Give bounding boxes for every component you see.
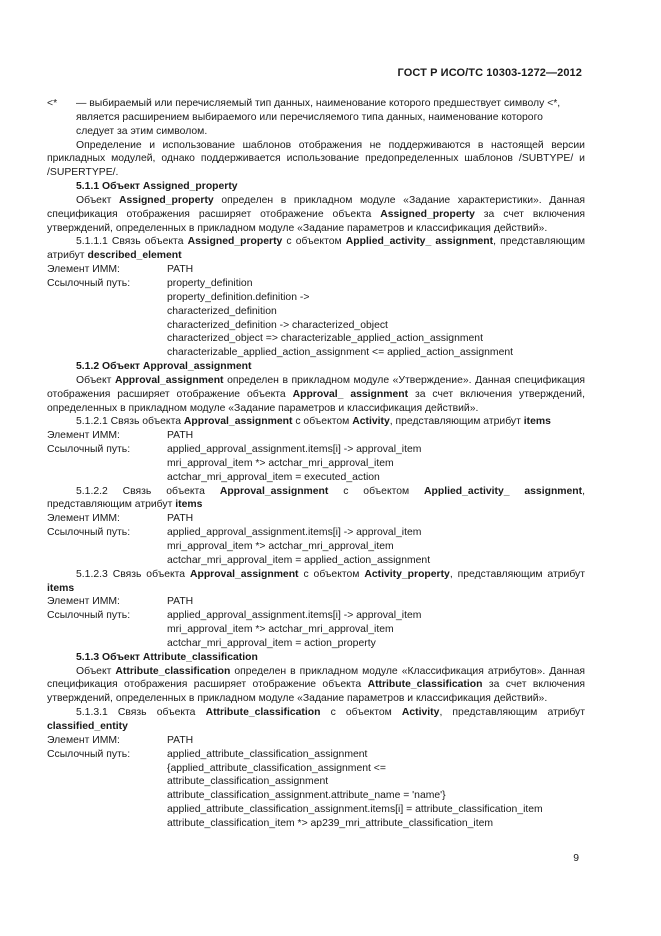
path-line: {applied_attribute_classification_assignment <= <box>167 762 386 774</box>
legend-text-cont: является расширением выбираемого или перечисляемого типа данных, наименование которого <box>76 111 543 123</box>
legend-text: — выбираемый или перечисляемый тип данных, наименование которого предшествует символу <*, <box>76 98 561 109</box>
path-line: characterized_object => characterizable_applied_action_assignment <box>167 333 483 345</box>
path-line: actchar_mri_approval_item = executed_action <box>167 471 380 483</box>
path-line: characterized_definition -> characterized_object <box>167 319 388 331</box>
path-line: mri_approval_item *> actchar_mri_approval_item <box>167 624 394 636</box>
path-line: actchar_mri_approval_item = applied_action_assignment <box>167 554 431 566</box>
path-row: Ссылочный путь: applied_approval_assignment.items[i] -> approval_item <box>47 527 422 539</box>
imm-row: Элемент ИММ: PATH <box>47 513 194 525</box>
path-line: attribute_classification_assignment.attribute_name = 'name'} <box>167 790 446 802</box>
path-line: characterizable_applied_action_assignment <= applied_action_assignment <box>167 347 514 359</box>
section-heading: 5.1.3 Объект Attribute_classification <box>76 651 258 663</box>
section-paragraph: Объект Assigned_property определен в прикладном модуле «Задание характеристики». Данная спецификация отображения расширяет отображение объекта Assigned_property за счет включения утверждений, определенных в прикладном модуле «Задание параметров и классификация действий». <box>47 194 585 234</box>
section-paragraph: Объект Approval_assignment определен в прикладном модуле «Утверждение». Данная спецификация отображения расширяет отображение объекта Approval_ assignment за счет включения утверждений, определенных в прикладном модуле «Задание параметров и классификация действий». <box>47 374 585 414</box>
path-line: actchar_mri_approval_item = action_property <box>167 637 376 649</box>
path-line: property_definition.definition -> <box>167 291 310 303</box>
section-paragraph: Объект Attribute_classification определен в прикладном модуле «Классификация атрибутов». Данная спецификация отображения расширяет отображение объекта Attribute_classification за счет включения утверждений, определенных в прикладном модуле «Задание параметров и классификация действий». <box>47 665 585 705</box>
path-row: Ссылочный путь: property_definition <box>47 277 253 289</box>
legend-item <box>47 97 585 111</box>
imm-row: Элемент ИММ: PATH <box>47 596 194 608</box>
relation-heading: 5.1.3.1 Связь объекта Attribute_classification с объектом Activity, представляющим атрибут classified_entity <box>47 707 586 732</box>
relation-heading: 5.1.1.1 Связь объекта Assigned_property с объектом Applied_activity_ assignment, представляющим атрибут described_element <box>47 236 586 262</box>
path-line: mri_approval_item *> actchar_mri_approval_item <box>167 541 394 552</box>
legend-text-cont: следует за этим символом. <box>76 125 208 137</box>
path-line: mri_approval_item *> actchar_mri_approval_item <box>167 457 394 469</box>
imm-row: Элемент ИММ: PATH <box>47 430 194 442</box>
page-number: 9 <box>573 853 579 864</box>
path-line: characterized_definition <box>167 305 277 317</box>
intro-paragraph: Определение и использование шаблонов отображения не поддерживаются в настоящей версии прикладных модулей, однако поддерживается использование предопределенных шаблонов /SUBTYPE/ и /SUPERTYPE/. <box>47 139 585 179</box>
path-row: Ссылочный путь: applied_approval_assignment.items[i] -> approval_item <box>47 610 422 622</box>
section-heading: 5.1.1 Объект Assigned_property <box>76 181 238 193</box>
page-header: ГОСТ Р ИСО/ТС 10303-1272—2012 <box>397 67 582 79</box>
path-row: Ссылочный путь: applied_approval_assignment.items[i] -> approval_item <box>47 444 422 456</box>
path-row: Ссылочный путь: applied_attribute_classification_assignment <box>47 748 368 760</box>
path-line: applied_attribute_classification_assignment.items[i] = attribute_classification_item <box>167 804 543 816</box>
relation-heading: 5.1.2.1 Связь объекта Approval_assignment с объектом Activity, представляющим атрибут items <box>76 416 551 428</box>
path-line: attribute_classification_item *> ap239_mri_attribute_classification_item <box>167 817 494 829</box>
imm-row: Элемент ИММ: PATH <box>47 734 194 746</box>
legend-marker: <* <box>47 98 58 109</box>
relation-heading: 5.1.2.3 Связь объекта Approval_assignment с объектом Activity_property, представляющим атрибут items <box>47 568 586 594</box>
section-heading: 5.1.2 Объект Approval_assignment <box>76 361 252 373</box>
relation-heading: 5.1.2.2 Связь объекта Approval_assignment с объектом Applied_activity_ assignment, представляющим атрибут items <box>47 485 586 511</box>
page-content <box>47 97 585 831</box>
imm-row: Элемент ИММ: PATH <box>47 264 194 276</box>
path-line: attribute_classification_assignment <box>167 776 329 788</box>
